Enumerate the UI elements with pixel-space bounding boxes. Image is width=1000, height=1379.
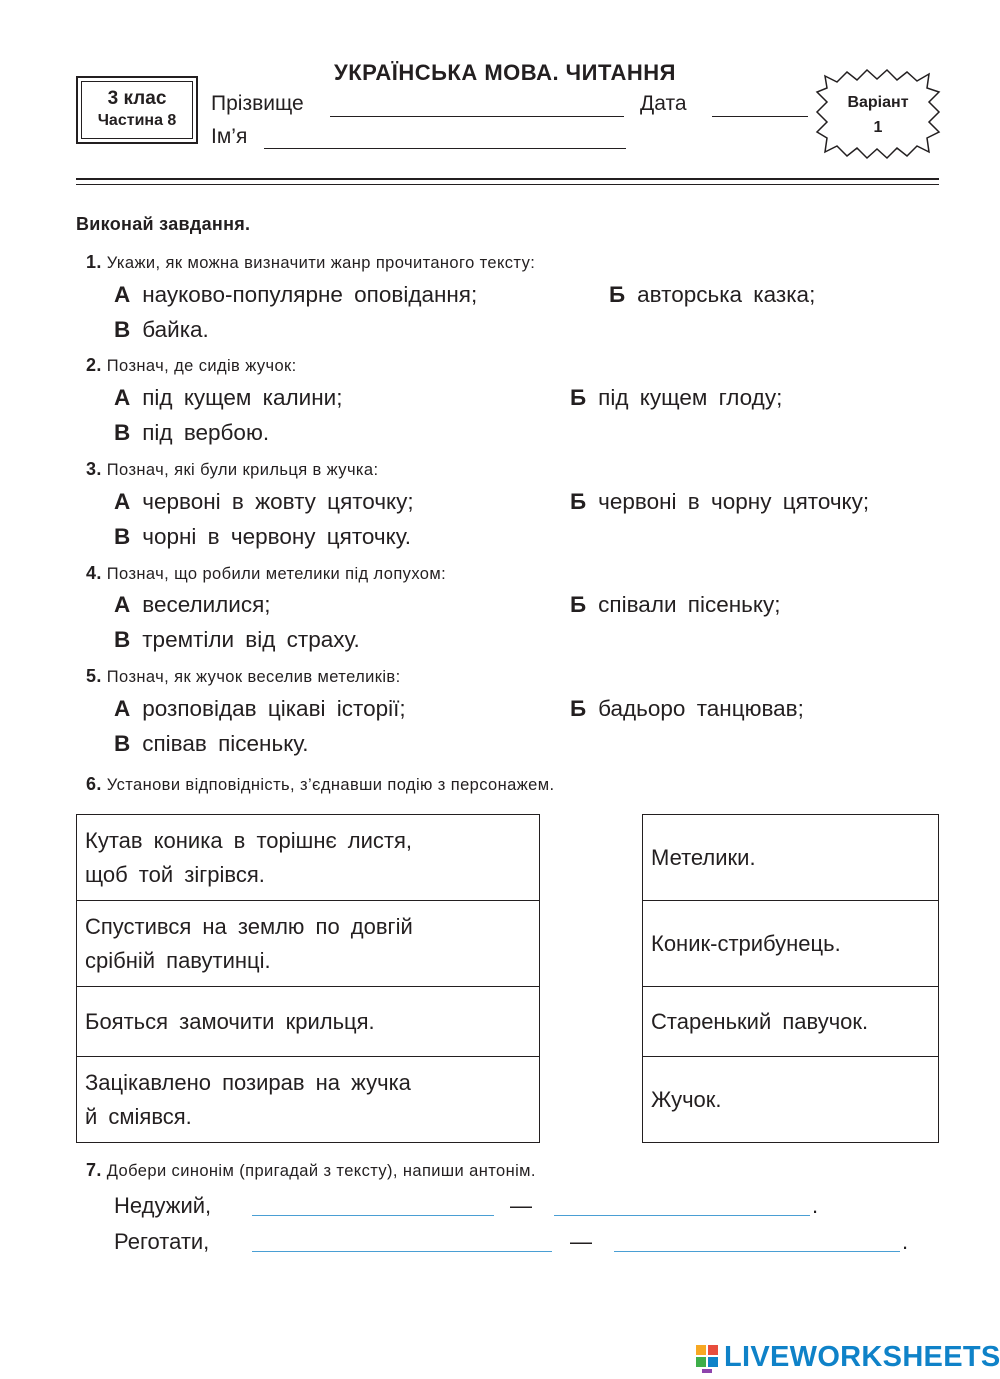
question-text: Укажи, як можна визначити жанр прочитаного тексту: bbox=[106, 254, 536, 272]
name-field[interactable] bbox=[264, 148, 626, 149]
q3-option-b[interactable]: Б червоні в чорну цяточку; bbox=[570, 489, 870, 514]
header-divider bbox=[76, 178, 939, 180]
antonym-1-field[interactable] bbox=[554, 1215, 810, 1216]
surname-field[interactable] bbox=[330, 116, 624, 117]
question-text: Познач, як жучок веселив метеликів: bbox=[106, 668, 401, 686]
characters-table bbox=[642, 814, 939, 1143]
date-label: Дата bbox=[640, 92, 687, 115]
question-text: Познач, які були крильця в жучка: bbox=[106, 461, 379, 479]
question-text: Познач, що робили метелики під лопухом: bbox=[106, 565, 447, 583]
question-7 bbox=[86, 1160, 536, 1181]
question-1 bbox=[86, 252, 535, 273]
q1-option-v[interactable]: В байка. bbox=[114, 317, 209, 342]
word-2: Реготати, bbox=[114, 1229, 210, 1254]
q2-option-a[interactable]: А під кущем калини; bbox=[114, 385, 343, 410]
question-3 bbox=[86, 459, 378, 480]
events-table bbox=[76, 814, 540, 1143]
q1-option-a[interactable]: А науково-популярне оповідання; bbox=[114, 282, 478, 307]
dash: — bbox=[570, 1229, 592, 1254]
class-label: 3 клас bbox=[107, 88, 167, 109]
event-cell[interactable]: Зацікавлено позирав на жучка й сміявся. bbox=[85, 1070, 411, 1129]
liveworksheets-logo-icon bbox=[696, 1345, 720, 1373]
question-6 bbox=[86, 774, 554, 795]
word-1: Недужий, bbox=[114, 1193, 212, 1218]
instruction: Виконай завдання. bbox=[76, 214, 251, 234]
question-number: 3. bbox=[86, 459, 102, 479]
character-cell[interactable]: Метелики. bbox=[643, 815, 938, 901]
q5-option-v[interactable]: В співав пісеньку. bbox=[114, 731, 309, 756]
q2-option-v[interactable]: В під вербою. bbox=[114, 420, 270, 445]
event-cell[interactable]: Бояться замочити крильця. bbox=[77, 987, 539, 1057]
synonym-1-field[interactable] bbox=[252, 1215, 494, 1216]
surname-label: Прізвище bbox=[211, 92, 304, 115]
q3-option-a[interactable]: А червоні в жовту цяточку; bbox=[114, 489, 414, 514]
event-cell[interactable]: Спустився на землю по довгій срібній павутинці. bbox=[77, 901, 539, 987]
synonym-2-field[interactable] bbox=[252, 1251, 552, 1252]
character-cell[interactable]: Старенький павучок. bbox=[643, 987, 938, 1057]
event-cell[interactable]: Кутав коника в торішнє листя, щоб той зігрівся. bbox=[77, 815, 539, 901]
q5-option-a[interactable]: А розповідав цікаві історії; bbox=[114, 696, 406, 721]
period: . bbox=[812, 1193, 819, 1218]
question-number: 5. bbox=[86, 666, 102, 686]
question-4 bbox=[86, 563, 446, 584]
q4-option-v[interactable]: В тремтіли від страху. bbox=[114, 627, 360, 652]
question-number: 2. bbox=[86, 355, 102, 375]
q4-option-a[interactable]: А веселилися; bbox=[114, 592, 271, 617]
q3-option-v[interactable]: В чорні в червону цяточку. bbox=[114, 524, 411, 549]
character-cell[interactable]: Коник-стрибунець. bbox=[643, 901, 938, 987]
question-number: 6. bbox=[86, 774, 102, 794]
question-5 bbox=[86, 666, 401, 687]
antonym-2-field[interactable] bbox=[614, 1251, 900, 1252]
page-title: УКРАЇНСЬКА МОВА. ЧИТАННЯ bbox=[334, 60, 676, 85]
name-label: Ім’я bbox=[211, 125, 248, 148]
question-text: Добери синонім (пригадай з тексту), напиши антонім. bbox=[106, 1162, 536, 1180]
character-cell[interactable]: Жучок. bbox=[651, 1087, 722, 1112]
dash: — bbox=[510, 1193, 532, 1218]
question-2 bbox=[86, 355, 297, 376]
question-number: 7. bbox=[86, 1160, 102, 1180]
class-part-box bbox=[76, 76, 198, 144]
date-field[interactable] bbox=[712, 116, 808, 117]
question-number: 1. bbox=[86, 252, 102, 272]
q5-option-b[interactable]: Б бадьоро танцював; bbox=[570, 696, 804, 721]
header-divider-thin bbox=[76, 184, 939, 185]
period: . bbox=[902, 1229, 909, 1254]
variant-badge bbox=[822, 90, 934, 140]
part-label: Частина 8 bbox=[97, 112, 177, 129]
question-text: Познач, де сидів жучок: bbox=[106, 357, 297, 375]
q1-option-b[interactable]: Б авторська казка; bbox=[609, 282, 816, 307]
liveworksheets-brand[interactable]: LIVEWORKSHEETS bbox=[724, 1341, 1000, 1373]
variant-label: Варіант bbox=[847, 94, 909, 111]
q4-option-b[interactable]: Б співали пісеньку; bbox=[570, 592, 781, 617]
variant-number: 1 bbox=[873, 119, 883, 136]
question-number: 4. bbox=[86, 563, 102, 583]
q2-option-b[interactable]: Б під кущем глоду; bbox=[570, 385, 783, 410]
question-text: Установи відповідність, з’єднавши подію з персонажем. bbox=[106, 776, 555, 794]
